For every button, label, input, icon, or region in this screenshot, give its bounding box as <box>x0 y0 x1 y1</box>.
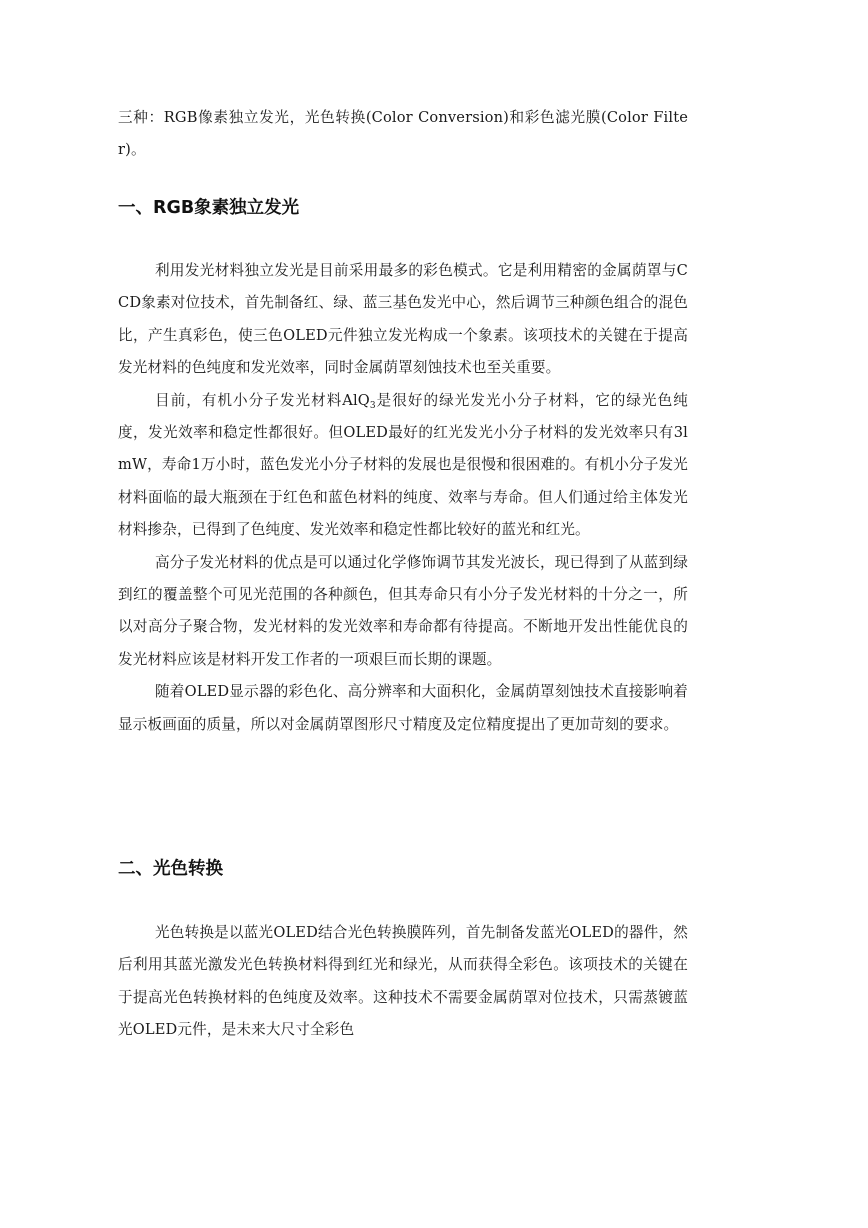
section-heading-color-conversion: 二、光色转换 <box>118 859 223 879</box>
paragraph-text: 是很好的绿光发光小分子材料，它的绿光色纯度，发光效率和稳定性都很好。但OLED最好的红光发光小分子材料的发光效率只有3lmW，寿命1万小时，蓝色发光小分子材料的发展也是很慢和很困难的。有机小分子发光材料面临的最大瓶颈在于红色和蓝色材料的纯度、效率与寿命。但人们通过给主体发光材料掺杂，已得到了色纯度、发光效率和稳定性都比较好的蓝光和红光。 <box>118 391 688 539</box>
paragraph: 高分子发光材料的优点是可以通过化学修饰调节其发光波长，现已得到了从蓝到绿到红的覆盖整个可见光范围的各种颜色，但其寿命只有小分子发光材料的十分之一，所以对高分子聚合物，发光材料的发光效率和寿命都有待提高。不断地开发出性能优良的发光材料应该是材料开发工作者的一项艰巨而长期的课题。 <box>118 553 688 668</box>
paragraph: 光色转换是以蓝光OLED结合光色转换膜阵列，首先制备发蓝光OLED的器件，然后利用其蓝光激发光色转换材料得到红光和绿光，从而获得全彩色。该项技术的关键在于提高光色转换材料的色纯度及效率。这种技术不需要金属荫罩对位技术，只需蒸镀蓝光OLED元件，是未来大尺寸全彩色 <box>118 924 688 1039</box>
section-color-conversion-body <box>118 917 688 1047</box>
paragraph-text: 目前，有机小分子发光材料AlQ <box>155 391 370 409</box>
subscript: 3 <box>369 400 376 411</box>
paragraph <box>118 385 688 547</box>
section-rgb-body <box>118 255 688 741</box>
paragraph: 利用发光材料独立发光是目前采用最多的彩色模式。它是利用精密的金属荫罩与CCD象素对位技术，首先制备红、绿、蓝三基色发光中心，然后调节三种颜色组合的混色比，产生真彩色，使三色OLED元件独立发光构成一个象素。该项技术的关键在于提高发光材料的色纯度和发光效率，同时金属荫罩刻蚀技术也至关重要。 <box>118 262 688 377</box>
paragraph: 随着OLED显示器的彩色化、高分辨率和大面积化，金属荫罩刻蚀技术直接影响着显示板画面的质量，所以对金属荫罩图形尺寸精度及定位精度提出了更加苛刻的要求。 <box>118 683 688 733</box>
section-heading-rgb: 一、RGB象素独立发光 <box>118 198 300 218</box>
intro-paragraph: 三种：RGB像素独立发光，光色转换(Color Conversion)和彩色滤光膜(Color Filter)。 <box>118 109 688 159</box>
